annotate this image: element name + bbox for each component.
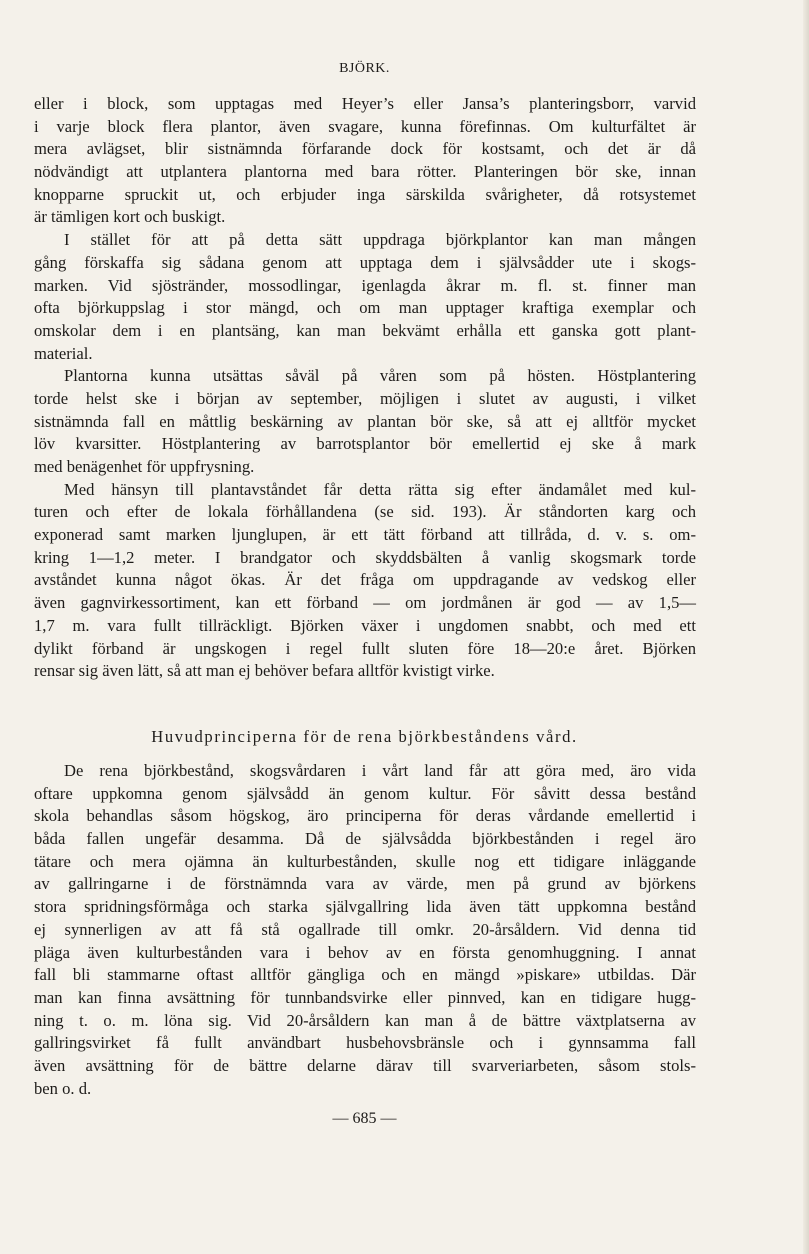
text-line: fall bli stammarne oftast alltför gängliga och en mängd »piskare» utbildas. Där: [34, 965, 696, 985]
text-line: i varje block flera plantor, även svagare, kunna förefinnas. Om kulturfältet är: [34, 116, 696, 136]
text-line: sistnämnda fall en måttlig beskärning av plantan bör ske, så att ej alltför mycket: [34, 411, 696, 431]
text-line: ej synnerligen av att få stå ogallrade till omkr. 20-årsåldern. Vid denna tid: [34, 919, 696, 939]
text-line: Plantorna kunna utsättas såväl på våren som på hösten. Höstplantering: [64, 366, 696, 386]
page-number: — 685 —: [332, 1110, 397, 1127]
text-line: pläga även kulturbestånden vara i behov av en första genomhuggning. I annat: [34, 942, 696, 962]
text-line: kring 1—1,2 meter. I brandgator och skyddsbälten å vanlig skogsmark torde: [34, 547, 696, 567]
body-text: [34, 93, 696, 683]
text-line: turen och efter de lokala förhållandena (se sid. 193). Är ståndorten karg och: [34, 502, 696, 522]
text-line: omskolar dem i en plantsäng, kan man bekvämt erhålla ett ganska gott plant-: [34, 320, 696, 340]
text-line: oftare uppkomna genom självsådd än genom kultur. För såvitt dessa bestånd: [34, 783, 696, 803]
text-line: ofta björkuppslag i stor mängd, och om man upptager kraftiga exemplar och: [34, 298, 696, 318]
text-line: löv kvarsitter. Höstplantering av barrotsplantor bör emellertid ej ske å mark: [34, 434, 696, 454]
text-line: med benägenhet för uppfrysning.: [34, 457, 255, 476]
text-line: gallringsvirket få fullt användbart husbehovsbränsle och i gynnsamma fall: [34, 1033, 696, 1053]
page-edge: [803, 0, 809, 1254]
text-line: eller i block, som upptagas med Heyer’s eller Jansa’s planteringsborr, varvid: [34, 94, 696, 113]
text-line: av gallringarne i de förstnämnda vara av värde, men på grund av björkens: [34, 874, 696, 894]
text-line: 1,7 m. vara fullt tillräckligt. Björken växer i ungdomen snabbt, och med ett: [34, 615, 696, 635]
text-line: gång förskaffa sig sådana genom att upptaga dem i självsådder ute i skogs-: [34, 252, 696, 272]
text-line: även gagnvirkessortiment, kan ett förband — om jordmånen är god — av 1,5—: [34, 593, 696, 613]
text-line: material.: [34, 343, 93, 363]
text-line: även avsättning för de bättre delarne därav till svarveriarbeten, såsom stols-: [34, 1055, 696, 1075]
text-line: dylikt förband är ungskogen i regel fullt sluten före 18—20:e året. Björken: [34, 638, 696, 658]
text-line: exponerad samt marken ljunglupen, är ett tätt förband att tillråda, d. v. s. om-: [34, 525, 696, 545]
text-line: skola behandlas såsom högskog, äro principerna för deras vårdande emellertid i: [34, 806, 696, 826]
text-line: man kan finna avsättning för tunnbandsvirke eller pinnved, kan en tidigare hugg-: [34, 987, 696, 1007]
text-line: De rena björkbestånd, skogsvårdaren i vårt land får att göra med, äro vida: [64, 761, 696, 780]
text-line: nödvändigt att utplantera plantorna med bara rötter. Planteringen bör ske, innan: [34, 162, 696, 182]
text-line: Med hänsyn till plantavståndet får detta rätta sig efter ändamålet med kul-: [64, 479, 696, 499]
text-line: ning t. o. m. löna sig. Vid 20-årsåldern kan man å de bättre växtplatserna av: [34, 1010, 696, 1030]
text-line: marken. Vid sjöstränder, mossodlingar, igenlagda åkrar m. fl. st. finner man: [34, 275, 696, 295]
text-line: tätare och mera ojämna än kulturbestånden, skulle nog ett tidigare inläggande: [34, 851, 696, 871]
running-head: BJÖRK.: [339, 61, 390, 76]
text-line: avståndet kunna något ökas. Är det fråga om uppdragande av vedskog eller: [34, 570, 696, 590]
text-line: mera avlägset, blir sistnämnda förfarande dock för kostsamt, och det är då: [34, 139, 696, 159]
text-line: I stället för att på detta sätt uppdraga björkplantor kan man mången: [64, 230, 696, 250]
text-line: knopparne spruckit ut, och erbjuder inga särskilda svårigheter, då rotsystemet: [34, 184, 696, 204]
text-line: stora spridningsförmåga och starka självgallring lida även tätt uppkomna bestånd: [34, 897, 696, 917]
text-line: rensar sig även lätt, så att man ej behöver befara alltför kvistigt virke.: [34, 661, 495, 681]
section-body-text: [34, 760, 696, 1100]
section-heading: Huvudprinciperna för de rena björkbeståndens vård.: [151, 727, 578, 746]
text-line: båda fallen ungefär desamma. Då de självsådda björkbestånden i regel äro: [34, 829, 696, 849]
text-line: torde helst ske i början av september, möjligen i slutet av augusti, i vilket: [34, 388, 696, 408]
text-line: ben o. d.: [34, 1078, 92, 1098]
text-line: är tämligen kort och buskigt.: [34, 207, 226, 227]
